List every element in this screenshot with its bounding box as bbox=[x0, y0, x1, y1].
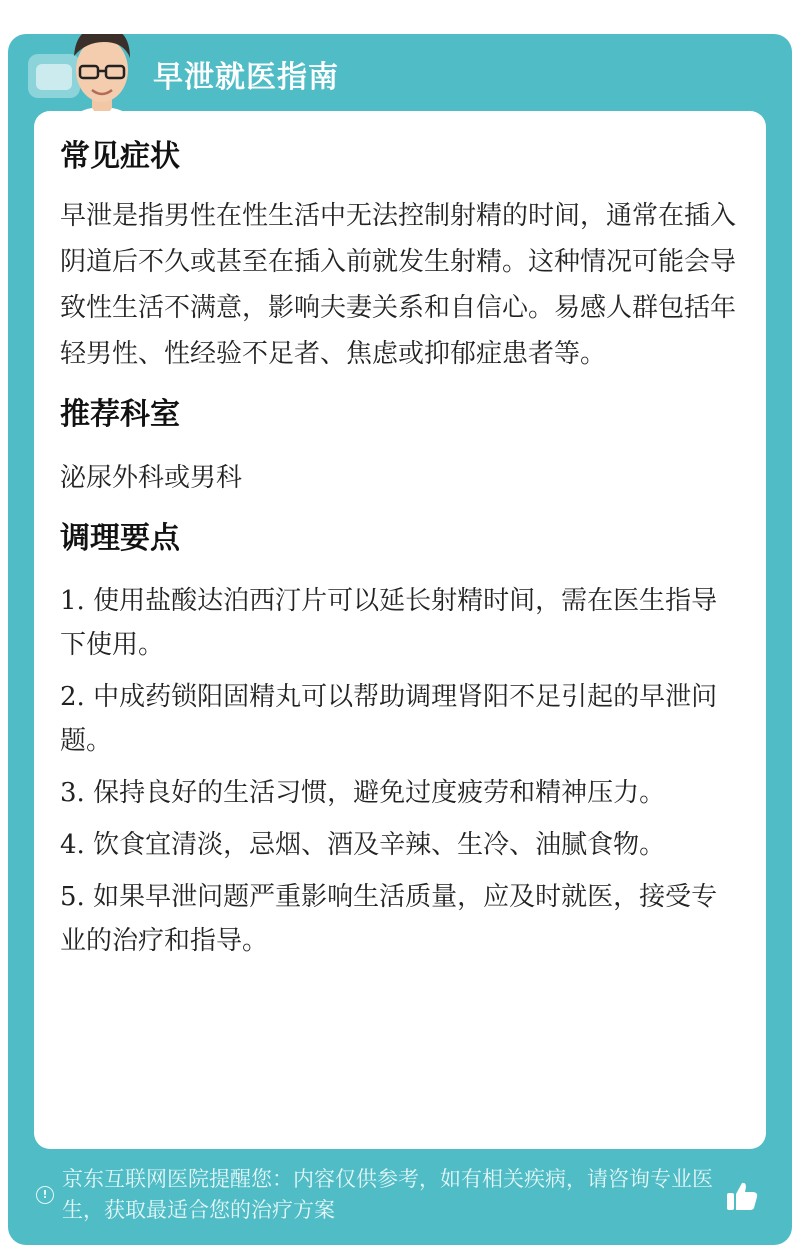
department-heading: 推荐科室 bbox=[60, 397, 180, 432]
info-icon: ! bbox=[36, 1186, 54, 1204]
footer bbox=[8, 1154, 792, 1245]
disclaimer-text: 京东互联网医院提醒您：内容仅供参考，如有相关疾病，请咨询专业医生，获取最适合您的治疗方案 bbox=[62, 1167, 713, 1222]
list-item: 3. 保持良好的生活习惯，避免过度疲劳和精神压力。 bbox=[60, 778, 666, 808]
department-text: 泌尿外科或男科 bbox=[60, 463, 243, 493]
guide-frame bbox=[8, 34, 792, 1245]
care-list bbox=[60, 579, 740, 963]
thumbs-up-icon[interactable] bbox=[724, 1178, 760, 1214]
list-item: 1. 使用盐酸达泊西汀片可以延长射精时间，需在医生指导下使用。 bbox=[60, 586, 718, 660]
list-item: 4. 饮食宜清淡，忌烟、酒及辛辣、生冷、油腻食物。 bbox=[60, 830, 666, 860]
symptoms-text: 早泄是指男性在性生活中无法控制射精的时间，通常在插入阴道后不久或甚至在插入前就发生射精。这种情况可能会导致性生活不满意，影响夫妻关系和自信心。易感人群包括年轻男性、性经验不足者、焦虑或抑郁症患者等。 bbox=[60, 201, 737, 369]
symptoms-heading: 常见症状 bbox=[60, 139, 180, 174]
page-title: 早泄就医指南 bbox=[153, 60, 339, 95]
content-card bbox=[34, 111, 766, 1149]
list-item: 5. 如果早泄问题严重影响生活质量，应及时就医，接受专业的治疗和指导。 bbox=[60, 882, 718, 956]
list-item: 2. 中成药锁阳固精丸可以帮助调理肾阳不足引起的早泄问题。 bbox=[60, 682, 718, 756]
care-heading: 调理要点 bbox=[60, 521, 180, 556]
